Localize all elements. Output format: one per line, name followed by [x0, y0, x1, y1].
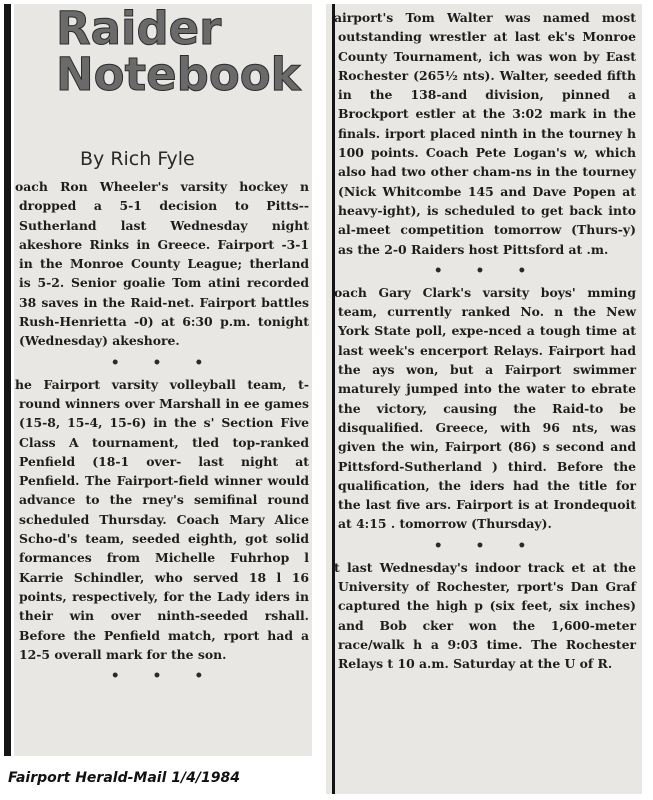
section-separator: • • • — [433, 262, 541, 279]
article-indoor-track: t last Wednesday's indoor track et at the University of Rochester, rport's Dan Graf captured the high p (six feet, six inches) and Bob cker won the 1,600-meter race/walk h a 9:03 time. The Rochester Relays t 10 a.m. Saturday at the U of R. — [334, 559, 636, 672]
article-hockey: oach Ron Wheeler's varsity hockey n dropped a 5-1 decision to Pitts--Sutherland last Wednesday night akeshore Rinks in Greece. Fairport -3-1 in the Monroe County League; therland is 5-2. Senior goalie Tom atini recorded 38 saves in the Raid-net. Fairport battles Rush-Henrietta -0) at 6:30 p.m. tonight (Wednesday) akeshore. — [15, 179, 309, 349]
masthead-line-1: Raider — [56, 2, 222, 55]
left-column-rule — [4, 4, 11, 756]
masthead — [56, 2, 301, 101]
section-separator: • • • — [433, 537, 541, 554]
masthead-line-2: Notebook — [56, 48, 301, 101]
byline: By Rich Fyle — [80, 148, 195, 170]
right-column-rule — [332, 4, 335, 794]
right-column — [334, 8, 636, 674]
article-volleyball: he Fairport varsity volleyball team, t-round winners over Marshall in ee games (15-8, 15-4, 15-6) in the s' Section Five Class A tournament, tled top-ranked Penfield (18-1 over- last night at Penfield. The Fairport-field winner would advance to the rney's semifinal round scheduled Thursday. Coach Mary Alice Scho-d's team, seeded eighth, got solid formances from Michelle Fuhrhop l Karrie Schindler, who served 18 l 16 points, respectively, for the Lady iders in their win over ninth-seeded rshall. Before the Penfield match, rport had a 12-5 overall mark for the son. — [15, 376, 309, 662]
article-wrestling: airport's Tom Walter was named most outstanding wrestler at last ek's Monroe County Tournament, ich was won by East Rochester (265½ nts). Walter, seeded fifth in the 138-and division, pinned a Brockport estler at the 3:02 mark in the finals. irport placed ninth in the tourney h 100 points. Coach Pete Logan's w, which also had two other cham-ns in the tourney (Nick Whitcombe 145 and Dave Popen at heavy-ight), is scheduled to get back into al-meet competition tomorrow (Thurs-y) as the 2-0 Raiders host Pittsford at .m. — [334, 10, 636, 257]
left-column — [15, 177, 309, 688]
section-separator: • • • — [110, 668, 218, 685]
article-swimming: oach Gary Clark's varsity boys' mming team, currently ranked No. n the New York State poll, expe-nced a tough time at last week's encerport Relays. Fairport had the ays won, but a Fairport swimmer maturely jumped into the water to ebrate the victory, causing the Raid-to be disqualified. Greece, with 96 nts, was given the win, Fairport (86) s second and Pittsford-Sutherland ) third. Before the qualification, the iders had the title for the last five ars. Fairport is at Irondequoit at 4:15 . tomorrow (Thursday). — [334, 284, 636, 532]
source-caption: Fairport Herald-Mail 1/4/1984 — [8, 770, 240, 786]
section-separator: • • • — [110, 354, 218, 371]
